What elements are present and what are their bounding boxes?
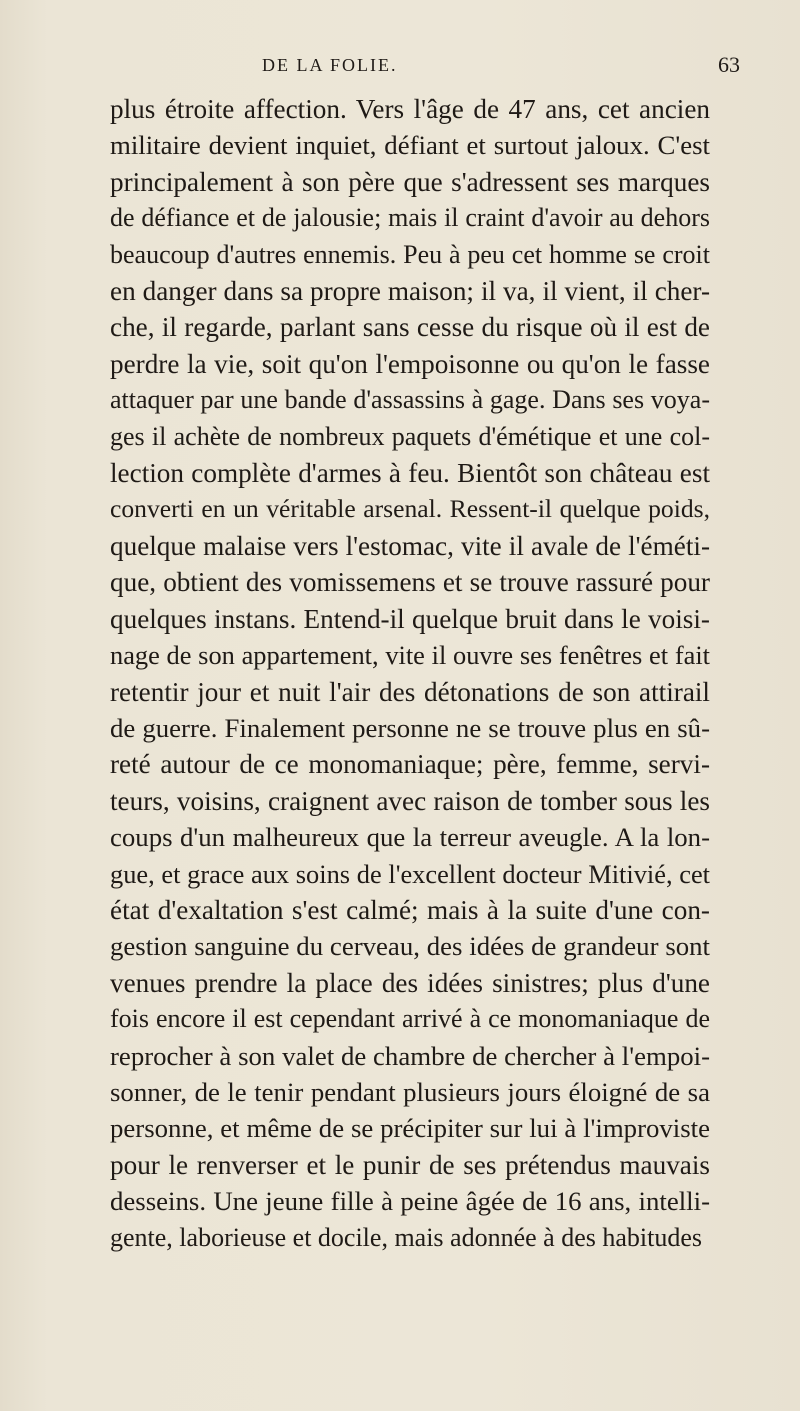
text-line: reté autour de ce monomaniaque; père, femme, servi- [110,749,710,780]
text-line: en danger dans sa propre maison; il va, il vient, il cher- [110,276,710,307]
body-text [110,91,710,1256]
text-line: quelques instans. Entend-il quelque bruit dans le voisi- [110,603,710,634]
text-line: gestion sanguine du cerveau, des idées de grandeur sont [110,931,710,962]
text-line: nage de son appartement, vite il ouvre ses fenêtres et fait [110,640,710,671]
text-line: reprocher à son valet de chambre de chercher à l'empoi- [110,1040,710,1071]
text-line: attaquer par une bande d'assassins à gage. Dans ses voya- [110,385,710,415]
text-line: fois encore il est cependant arrivé à ce monomaniaque de [110,1004,710,1034]
text-line: quelque malaise vers l'estomac, vite il avale de l'éméti- [110,530,710,561]
text-line: sonner, de le tenir pendant plusieurs jours éloigné de sa [110,1076,710,1107]
text-line: plus étroite affection. Vers l'âge de 47 ans, cet ancien [110,94,710,124]
text-line: coups d'un malheureux que la terreur aveugle. A la lon- [110,822,710,853]
text-line: teurs, voisins, craignent avec raison de tomber sous les [110,785,710,816]
text-line: gue, et grace aux soins de l'excellent docteur Mitivié, cet [110,858,710,889]
text-line: desseins. Une jeune fille à peine âgée de 16 ans, intelli- [110,1186,710,1217]
text-line: de défiance et de jalousie; mais il craint d'avoir au dehors [110,203,710,233]
text-line: que, obtient des vomissemens et se trouve rassuré pour [110,567,710,598]
text-line: ges il achète de nombreux paquets d'émétique et une col- [110,421,710,451]
text-line: perdre la vie, soit qu'on l'empoisonne ou qu'on le fasse [110,348,710,379]
text-line: de guerre. Finalement personne ne se trouve plus en sû- [110,712,710,743]
text-line: état d'exaltation s'est calmé; mais à la suite d'une con- [110,894,710,925]
text-line: retentir jour et nuit l'air des détonations de son attirail [110,676,710,707]
text-line: militaire devient inquiet, défiant et surtout jaloux. C'est [110,130,710,161]
text-line: principalement à son père que s'adressent ses marques [110,166,710,197]
text-line: converti en un véritable arsenal. Ressent-il quelque poids, [110,494,710,524]
text-line: venues prendre la place des idées sinistres; plus d'une [110,967,710,998]
text-line: beaucoup d'autres ennemis. Peu à peu cet homme se croit [110,239,710,269]
text-line: che, il regarde, parlant sans cesse du risque où il est de [110,312,710,343]
page-number: 63 [718,52,740,77]
text-line: pour le renverser et le punir de ses prétendus mauvais [110,1149,710,1180]
text-line: gente, laborieuse et docile, mais adonnée à des habitudes [110,1222,703,1252]
text-line: personne, et même de se précipiter sur lui à l'improviste [110,1113,710,1144]
text-line: lection complète d'armes à feu. Bientôt son château est [110,458,710,489]
running-head: DE LA FOLIE. [262,55,398,75]
